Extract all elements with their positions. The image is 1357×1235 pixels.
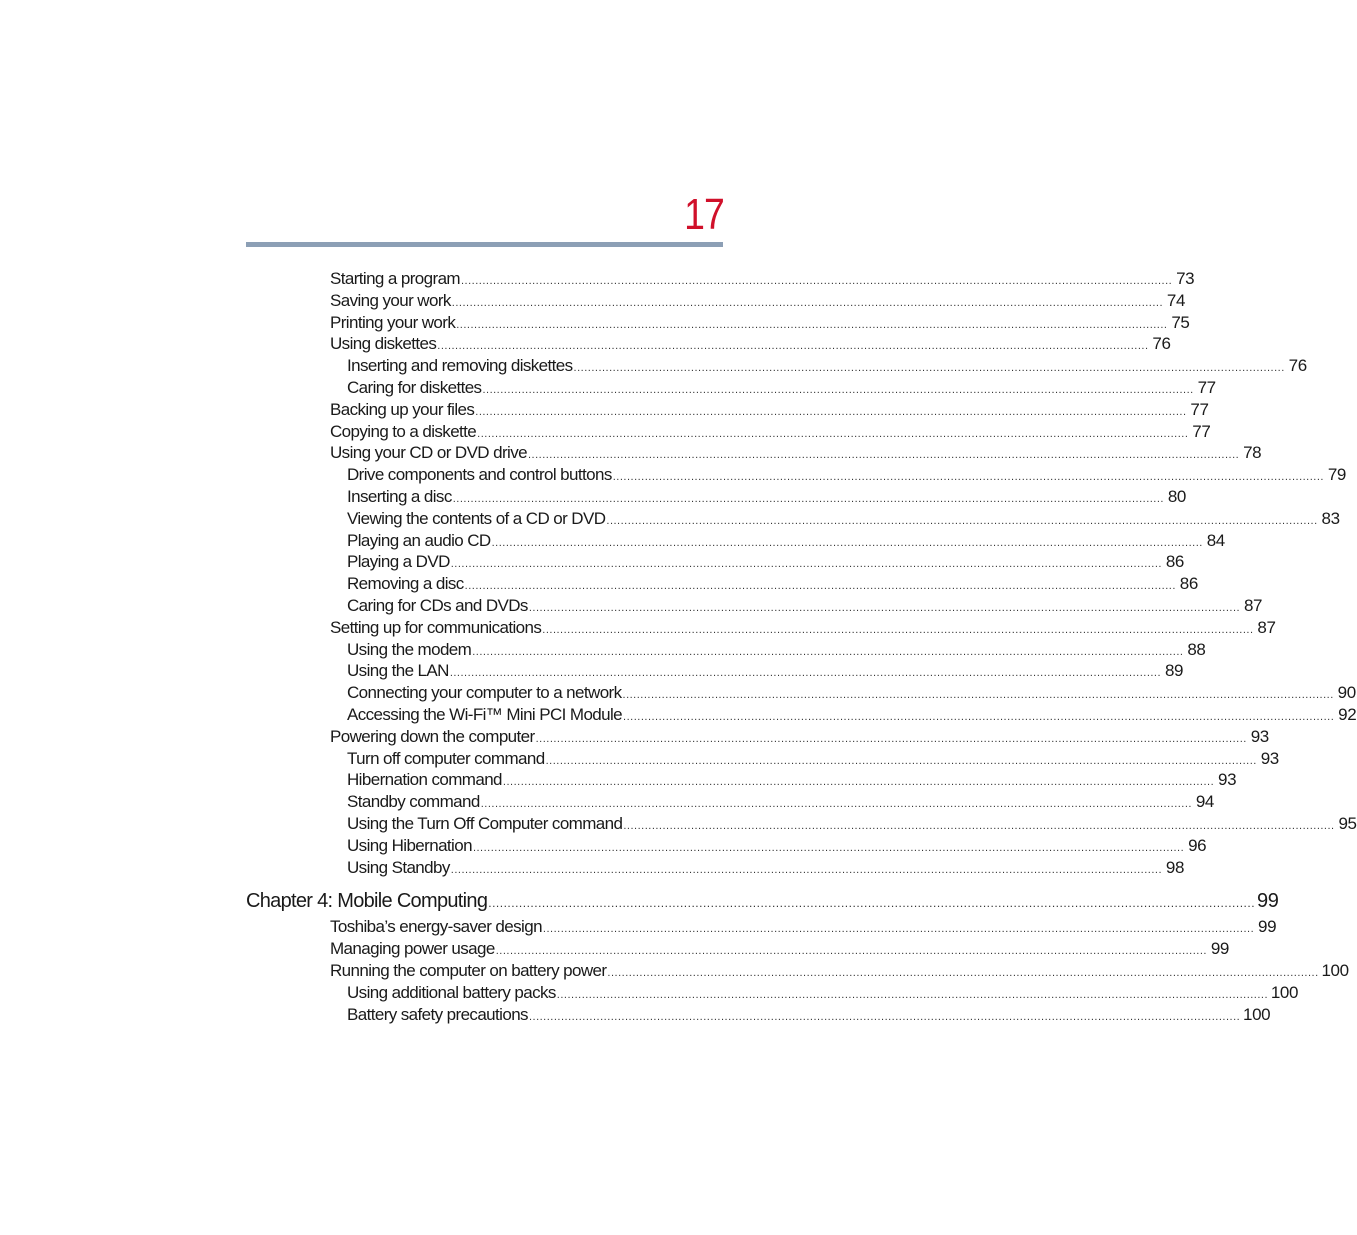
toc-entry-title: Playing a DVD [347, 552, 450, 572]
header-rule [246, 242, 723, 247]
dot-leader: ........................................................................................................................................................................................................ [535, 732, 1247, 745]
toc-entry-title: Using diskettes [330, 334, 437, 354]
dot-leader: ........................................................................................................................................................................................................ [451, 296, 1164, 309]
toc-entry-page: 93 [1218, 770, 1237, 790]
toc-entry-title: Hibernation command [347, 770, 502, 790]
dot-leader: ........................................................................................................................................................................................................ [607, 966, 1319, 979]
toc-entry-page: 75 [1171, 312, 1190, 332]
dot-leader: ........................................................................................................................................................................................................ [480, 798, 1192, 811]
toc-entry-page: 77 [1190, 399, 1209, 419]
toc-entry[interactable] [246, 748, 1279, 770]
dot-leader: ........................................................................................................................................................................................................ [612, 471, 1324, 484]
toc-entry-title: Inserting and removing diskettes [347, 356, 573, 376]
toc-entry-title: Using the Turn Off Computer command [347, 813, 623, 833]
toc-entry-title: Using the modem [347, 639, 472, 659]
toc-entry-page: 80 [1167, 486, 1186, 506]
dot-leader: ........................................................................................................................................................................................................ [450, 558, 1162, 571]
toc-entry[interactable] [246, 639, 1206, 661]
toc-entry[interactable] [246, 726, 1269, 748]
toc-entry-page: 94 [1195, 792, 1214, 812]
dot-leader: ........................................................................................................................................................................................................ [606, 514, 1318, 527]
toc-entry-page: 77 [1192, 421, 1211, 441]
toc-entry-title: Running the computer on battery power [330, 960, 607, 980]
toc-entry[interactable] [246, 486, 1186, 508]
dot-leader: ........................................................................................................................................................................................................ [452, 492, 1164, 505]
dot-leader: ........................................................................................................................................................................................................ [464, 580, 1176, 593]
toc-entry[interactable] [246, 595, 1263, 617]
dot-leader: ........................................................................................................................................................................................................ [573, 362, 1285, 375]
dot-leader: ........................................................................................................................................................................................................ [623, 710, 1335, 723]
dot-leader: ........................................................................................................................................................................................................ [456, 318, 1168, 331]
toc-entry-title: Viewing the contents of a CD or DVD [347, 508, 606, 528]
toc-entry-title: Powering down the computer [330, 726, 535, 746]
dot-leader: ........................................................................................................................................................................................................ [528, 601, 1241, 614]
toc-entry[interactable] [246, 377, 1216, 399]
toc-entry-title: Toshiba’s energy-saver design [330, 917, 542, 937]
dot-leader: ........................................................................................................................................................................................................ [482, 383, 1194, 396]
toc-entry-page: 87 [1243, 595, 1263, 615]
toc-chapter-heading[interactable] [246, 886, 1279, 916]
dot-leader: ........................................................................................................................................................................................................ [542, 623, 1254, 636]
toc-entry-title: Starting a program [330, 269, 460, 288]
toc-entry-title: Saving your work [330, 290, 451, 310]
toc-entry-title: Drive components and control buttons [347, 465, 612, 485]
toc-entry-page: 95 [1338, 813, 1357, 833]
toc-entry-page: 99 [1257, 890, 1279, 913]
toc-entry[interactable] [246, 464, 1346, 486]
toc-entry[interactable] [246, 442, 1262, 464]
toc-entry-title: Accessing the Wi-Fi™ Mini PCI Module [347, 704, 623, 724]
toc-entry[interactable] [246, 355, 1307, 377]
toc-entry-title: Using Hibernation [347, 835, 472, 855]
toc-entry[interactable] [246, 551, 1184, 573]
toc-entry-page: 76 [1152, 334, 1171, 354]
toc-entry[interactable] [246, 704, 1357, 726]
toc-entry[interactable] [246, 982, 1299, 1004]
dot-leader: ........................................................................................................................................................................................................ [556, 988, 1269, 1001]
dot-leader: ........................................................................................................................................................................................................ [527, 449, 1240, 462]
toc-entry-title: Using the LAN [347, 661, 449, 681]
toc-entry[interactable] [246, 573, 1198, 595]
dot-leader: ........................................................................................................................................................................................................ [461, 275, 1173, 287]
toc-entry-page: 83 [1321, 508, 1340, 528]
toc-entry-page: 86 [1179, 574, 1198, 594]
toc-entry-title: Managing power usage [330, 939, 495, 959]
toc-entry-title: Battery safety precautions [347, 1004, 528, 1024]
toc-entry-title: Setting up for communications [330, 617, 542, 637]
toc-entry[interactable] [246, 617, 1276, 639]
toc-entry[interactable] [246, 791, 1214, 813]
toc-entry-title: Connecting your computer to a network [347, 683, 622, 703]
toc-entry-title: Copying to a diskette [330, 421, 477, 441]
toc-entry-page: 92 [1338, 704, 1357, 724]
toc-entry-page: 77 [1197, 377, 1216, 397]
dot-leader: ........................................................................................................................................................................................................ [502, 776, 1215, 789]
toc-entry-title: Removing a disc [347, 574, 464, 594]
toc-entry-title: Playing an audio CD [347, 530, 491, 550]
toc-entry[interactable] [246, 530, 1225, 552]
toc-entry[interactable] [246, 312, 1190, 334]
toc-entry[interactable] [246, 835, 1207, 857]
toc-entry[interactable] [246, 960, 1349, 982]
toc-entry-line [347, 1004, 1271, 1029]
dot-leader: ........................................................................................................................................................................................................ [495, 945, 1207, 958]
toc-entry-page: 93 [1260, 748, 1279, 768]
toc-entry-title: Chapter 4: Mobile Computing [246, 890, 488, 913]
dot-leader: ........................................................................................................................................................................................................ [623, 819, 1335, 832]
toc-entry-page: 100 [1270, 982, 1299, 1002]
dot-leader: ........................................................................................................................................................................................................ [450, 863, 1163, 876]
dot-leader: ........................................................................................................................................................................................................ [622, 689, 1334, 702]
toc-entry-title: Using your CD or DVD drive [330, 443, 527, 463]
toc-entry-title: Backing up your files [330, 399, 475, 419]
dot-leader: ........................................................................................................................................................................................................ [449, 667, 1162, 680]
toc-entry[interactable] [246, 857, 1185, 879]
toc-entry-page: 89 [1164, 661, 1184, 681]
toc-entry-page: 78 [1243, 443, 1262, 463]
toc-entry-page: 86 [1165, 552, 1184, 572]
dot-leader: ........................................................................................................................................................................................................ [528, 1010, 1241, 1023]
toc-entry-page: 99 [1210, 939, 1229, 959]
toc-entry[interactable] [246, 290, 1186, 312]
dot-leader: ........................................................................................................................................................................................................ [475, 405, 1187, 418]
toc-entry[interactable] [246, 660, 1184, 682]
toc-entry[interactable] [246, 916, 1277, 938]
dot-leader: ........................................................................................................................................................................................................ [488, 896, 1256, 911]
toc-entry[interactable] [246, 508, 1340, 530]
toc-entry-page: 93 [1250, 726, 1269, 746]
toc-entry-page: 76 [1288, 356, 1307, 376]
dot-leader: ........................................................................................................................................................................................................ [472, 645, 1184, 658]
toc-entry-page: 74 [1166, 290, 1186, 310]
toc-entry-page: 73 [1176, 269, 1195, 288]
toc-entry[interactable] [246, 682, 1356, 704]
toc-entry-title: Caring for CDs and DVDs [347, 595, 528, 615]
toc-entry-line [246, 886, 1279, 918]
dot-leader: ........................................................................................................................................................................................................ [491, 536, 1203, 549]
toc-entry[interactable] [246, 1004, 1271, 1026]
toc-entry-title: Standby command [347, 792, 480, 812]
dot-leader: ........................................................................................................................................................................................................ [545, 754, 1257, 767]
toc-entry-page: 100 [1321, 960, 1349, 980]
dot-leader: ........................................................................................................................................................................................................ [477, 427, 1189, 440]
toc-entry[interactable] [246, 813, 1357, 835]
dot-leader: ........................................................................................................................................................................................................ [542, 923, 1255, 936]
toc-entry[interactable] [246, 421, 1211, 443]
toc-entry-page: 100 [1243, 1004, 1271, 1024]
toc-entry[interactable] [246, 769, 1237, 791]
dot-leader: ........................................................................................................................................................................................................ [472, 841, 1185, 854]
toc-entry-title: Using additional battery packs [347, 982, 556, 1002]
toc-entry[interactable] [246, 268, 1195, 290]
toc-entry[interactable] [246, 399, 1209, 421]
toc-entry-page: 98 [1165, 857, 1185, 877]
toc-entry-title: Caring for diskettes [347, 377, 482, 397]
dot-leader: ........................................................................................................................................................................................................ [437, 340, 1149, 353]
toc-entry-page: 79 [1327, 465, 1346, 485]
toc-entry-title: Turn off computer command [347, 748, 545, 768]
toc-entry-page: 87 [1257, 617, 1276, 637]
toc-entry-page: 88 [1187, 639, 1206, 659]
table-of-contents [246, 268, 1357, 1025]
toc-entry-title: Inserting a disc [347, 486, 452, 506]
page-number: 17 [684, 190, 724, 239]
toc-entry[interactable] [246, 938, 1229, 960]
toc-entry-page: 96 [1188, 835, 1207, 855]
toc-entry-page: 99 [1258, 917, 1277, 937]
toc-entry-title: Printing your work [330, 312, 456, 332]
toc-entry-page: 84 [1206, 530, 1225, 550]
toc-entry-page: 90 [1337, 683, 1356, 703]
toc-entry-title: Using Standby [347, 857, 450, 877]
toc-entry[interactable] [246, 333, 1171, 355]
toc-entry-line [347, 857, 1185, 882]
